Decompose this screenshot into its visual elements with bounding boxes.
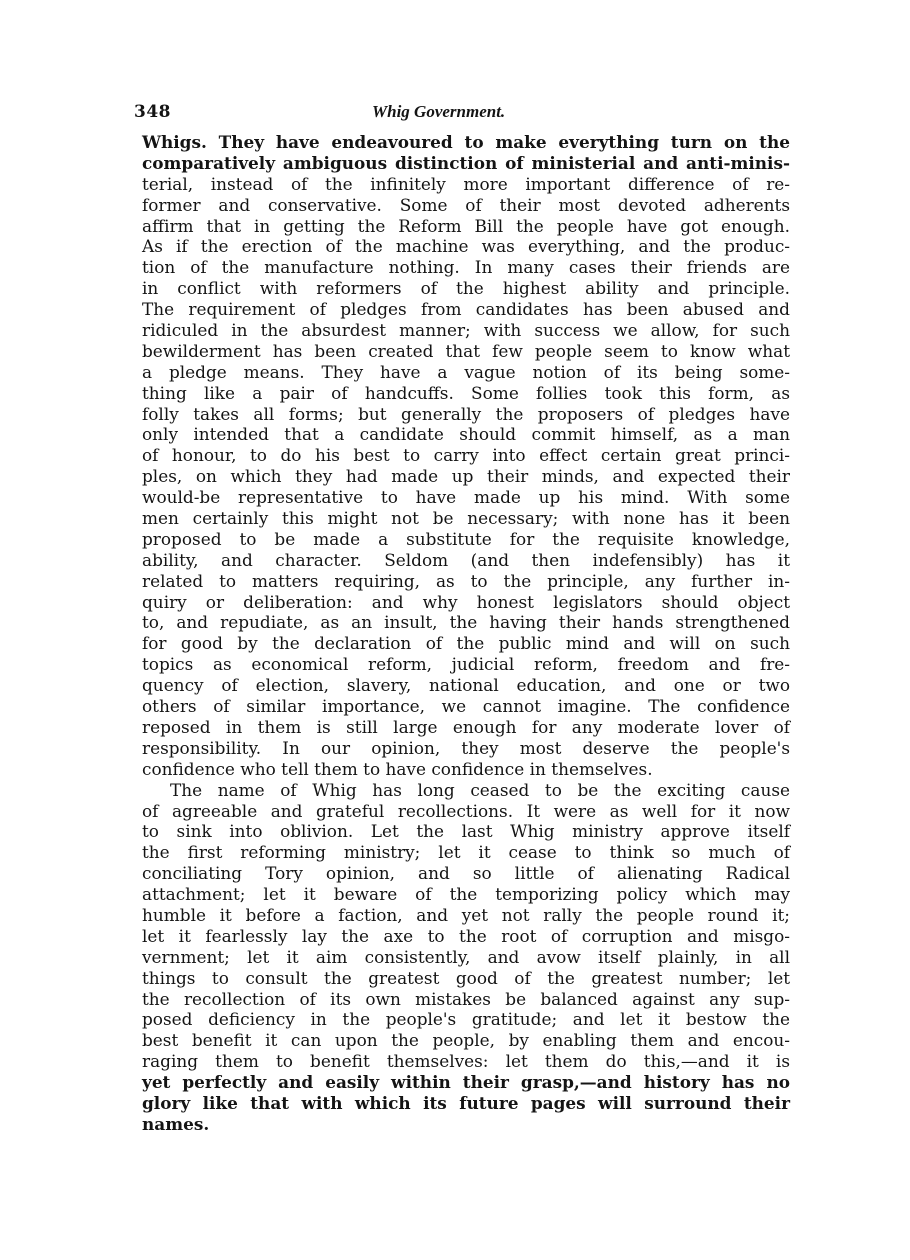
text-line: posed deficiency in the people's gratitude; and let it bestow the	[142, 1009, 790, 1030]
text-line: topics as economical reform, judicial reform, freedom and fre-	[142, 654, 790, 675]
text-line: of agreeable and grateful recollections. It were as well for it now	[142, 800, 790, 821]
text-line: to sink into oblivion. Let the last Whig ministry approve itself	[142, 821, 790, 842]
text-line: comparatively ambiguous distinction of ministerial and anti-minis-	[142, 152, 790, 173]
text-line: ples, on which they had made up their minds, and expected their	[142, 466, 790, 487]
text-line: ability, and character. Seldom (and then indefensibly) has it	[142, 549, 790, 570]
text-line: quiry or deliberation: and why honest legislators should object	[142, 591, 790, 612]
text-line: attachment; let it beware of the temporizing policy which may	[142, 884, 790, 905]
text-line: tion of the manufacture nothing. In many cases their friends are	[142, 257, 790, 278]
text-line: the recollection of its own mistakes be balanced against any sup-	[142, 988, 790, 1009]
text-line: The name of Whig has long ceased to be the exciting cause	[170, 779, 790, 800]
text-line: yet perfectly and easily within their grasp,—and history has no	[142, 1072, 790, 1093]
page-number: 348	[134, 102, 171, 122]
text-line: to, and repudiate, as an insult, the having their hands strengthened	[142, 612, 790, 633]
text-line: terial, instead of the infinitely more important difference of re-	[142, 173, 790, 194]
text-line: things to consult the greatest good of the greatest number; let	[142, 967, 790, 988]
text-line: a pledge means. They have a vague notion of its being some-	[142, 361, 790, 382]
text-line: for good by the declaration of the public mind and will on such	[142, 633, 790, 654]
text-line: ridiculed in the absurdest manner; with success we allow, for such	[142, 320, 790, 341]
text-line: men certainly this might not be necessary; with none has it been	[142, 508, 790, 529]
text-line: best benefit it can upon the people, by enabling them and encou-	[142, 1030, 790, 1051]
text-line: Whigs. They have endeavoured to make everything turn on the	[142, 132, 790, 152]
text-line: affirm that in getting the Reform Bill the people have got enough.	[142, 215, 790, 236]
text-line: proposed to be made a substitute for the requisite knowledge,	[142, 528, 790, 549]
text-line: quency of election, slavery, national education, and one or two	[142, 675, 790, 696]
text-line: bewilderment has been created that few people seem to know what	[142, 340, 790, 361]
text-line: As if the erection of the machine was everything, and the produc-	[142, 236, 790, 257]
text-line: in conflict with reformers of the highest ability and principle.	[142, 278, 790, 299]
text-line: responsibility. In our opinion, they most deserve the people's	[142, 737, 790, 758]
text-line: thing like a pair of handcuffs. Some follies took this form, as	[142, 382, 790, 403]
text-line: raging them to benefit themselves: let them do this,—and it is	[142, 1051, 790, 1072]
text-line: would-be representative to have made up his mind. With some	[142, 487, 790, 508]
text-line: confidence who tell them to have confidence in themselves.	[142, 758, 653, 779]
text-line: former and conservative. Some of their most devoted adherents	[142, 194, 790, 215]
text-line: only intended that a candidate should commit himself, as a man	[142, 424, 790, 445]
paragraph-1	[142, 132, 790, 780]
text-line: related to matters requiring, as to the principle, any further in-	[142, 570, 790, 591]
running-title: Whig Government.	[372, 102, 506, 121]
running-head	[134, 100, 790, 128]
text-line: glory like that with which its future pages will surround their	[142, 1092, 790, 1113]
text-line: the first reforming ministry; let it cease to think so much of	[142, 842, 790, 863]
text-line: others of similar importance, we cannot imagine. The confidence	[142, 696, 790, 717]
text-line: folly takes all forms; but generally the proposers of pledges have	[142, 403, 790, 424]
text-line: reposed in them is still large enough for any moderate lover of	[142, 716, 790, 737]
text-line: let it fearlessly lay the axe to the root of corruption and misgo-	[142, 925, 790, 946]
text-line: The requirement of pledges from candidates has been abused and	[142, 299, 790, 320]
text-line: conciliating Tory opinion, and so little of alienating Radical	[142, 863, 790, 884]
text-line: vernment; let it aim consistently, and avow itself plainly, in all	[142, 946, 790, 967]
document-page	[134, 100, 790, 1135]
text-line: names.	[142, 1113, 210, 1134]
text-line: of honour, to do his best to carry into effect certain great princi-	[142, 445, 790, 466]
paragraph-2	[142, 780, 790, 1135]
text-line: humble it before a faction, and yet not rally the people round it;	[142, 904, 790, 925]
